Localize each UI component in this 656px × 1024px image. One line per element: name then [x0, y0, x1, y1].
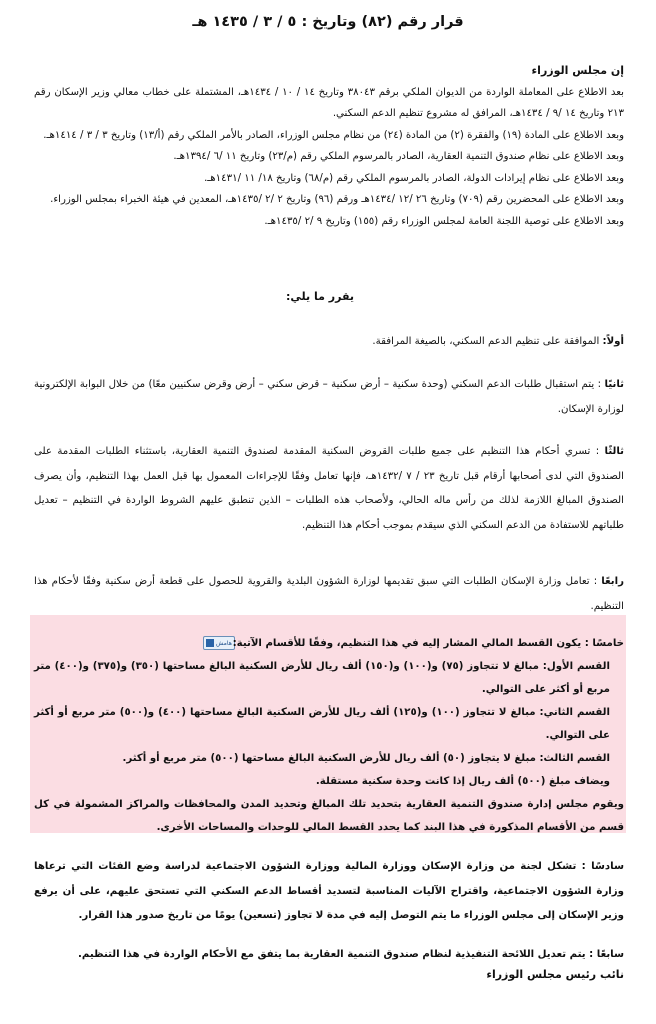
margin-note-label: هامش — [216, 639, 232, 647]
preamble-line-1: بعد الاطلاع على المعاملة الواردة من الديوان الملكي برقم ٣٨٠٤٣ وتاريخ ١٤ / ١٠ / ١٤٣٤هـ، المشتملة على خطاب معالي وزير الإسكان رقم ٢١٣ وتاريخ ١٤ /٩ / ١٤٣٤هـ، المرافق له مشروع تنظيم الدعم السكني. — [34, 86, 624, 119]
section-sixth-text: : تشكل لجنة من وزارة الإسكان ووزارة المالية ووزارة الشؤون الاجتماعية لدراسة وضع الفئات التي ترعاها وزارة الشؤون الاجتماعية، واقتراح الآليات المناسبة لتسديد أقساط الدعم السكني التي تستحق عليهم، على أن يرفع وزير الإسكان إلى مجلس الوزراء ما يتم التوصل إليه في مدة لا تجاوز (تسعين) يومًا من تاريخ صدور هذا القرار. — [34, 861, 624, 921]
section-fifth-board: ويقوم مجلس إدارة صندوق التنمية العقارية بتحديد تلك المبالغ وتحديد المدن والمحافظات والمراكز المشمولة في كل قسم من الأقسام المذكورة في هذا البند كما يحدد القسط المالي للوحدات والمساحات الأخرى. — [34, 799, 624, 833]
signature: نائب رئيس مجلس الوزراء — [486, 968, 624, 981]
section-seventh-text: : يتم تعديل اللائحة التنفيذية لنظام صندوق التنمية العقارية بما يتفق مع الأحكام الواردة في هذا التنظيم. — [78, 949, 597, 960]
preamble-line-6: وبعد الاطلاع على توصية اللجنة العامة لمجلس الوزراء رقم (١٥٥) وتاريخ ٩ /٢ /١٤٣٥هـ. — [264, 215, 624, 227]
section-fifth-lead: خامسًا — [592, 638, 624, 649]
section-third — [34, 440, 624, 538]
section-fifth-add: ويضاف مبلغ (٥٠٠) ألف ريال إذا كانت وحدة سكنية مستقلة. — [315, 776, 610, 787]
section-second — [34, 373, 624, 422]
preamble-line-3: وبعد الاطلاع على نظام صندوق التنمية العقارية، الصادر بالمرسوم الملكي رقم (م/٢٣) وتاريخ ١١ /٦ /١٣٩٤هـ. — [173, 151, 624, 162]
section-fifth-item-1: القسم الأول: مبالغ لا تتجاوز (٧٥) و(١٠٠) و(١٥٠) ألف ريال للأرض السكنية البالغ مساحتها (٣٥٠) و(٣٧٥) و(٤٠٠) متر مربع أو أكثر على التوالي. — [34, 661, 610, 695]
section-first — [34, 330, 624, 355]
section-fifth-item-3: القسم الثالث: مبلغ لا يتجاوز (٥٠) ألف ريال للأرض السكنية البالغ مساحتها (٥٠٠) متر مربع أو أكثر. — [122, 753, 610, 764]
document-title: قرار رقم (٨٢) وتاريخ : ٥ / ٣ / ١٤٣٥ هـ — [192, 14, 464, 30]
section-fourth-text: : تعامل وزارة الإسكان الطلبات التي سبق تقديمها لوزارة الشؤون البلدية والقروية للحصول على قطعة أرض سكنية وفقًا لأحكام هذا التنظيم. — [34, 576, 624, 612]
section-third-text: : تسري أحكام هذا التنظيم على جميع طلبات القروض السكنية المقدمة لصندوق التنمية العقارية، باستثناء الطلبات المقدمة على الصندوق التي لدى أصحابها أرقام قبل تاريخ ٢٣ / ٧ /١٤٣٢هـ، فإنها تعامل وفقًا للإجراءات المعمول بها قبل العمل بهذا التنظيم، وأن يصرف الصندوق المبالغ اللازمة لذلك من رأس ماله الحالي، ولأصحاب هذه الطلبات – الذين تنطبق عليهم الشروط الواردة في التنظيم – تعديل طلباتهم للاستفادة من الدعم السكني الذي سيقدم بموجب أحكام هذا التنظيم. — [34, 446, 624, 531]
decides-heading: يقرر ما يلي: — [286, 290, 354, 303]
preamble-line-2: وبعد الاطلاع على المادة (١٩) والفقرة (٢) من المادة (٢٤) من نظام مجلس الوزراء، الصادر بالأمر الملكي رقم (أ/١٣) وتاريخ ٣ / ٣ / ١٤١٤هـ. — [43, 129, 624, 141]
section-second-text: : يتم استقبال طلبات الدعم السكني (وحدة سكنية – أرض سكنية – قرض سكني – أرض وقرض سكنيين معًا) من خلال البوابة الإلكترونية لوزارة الإسكان. — [34, 379, 624, 415]
section-second-lead: ثانيًا — [604, 379, 624, 390]
section-sixth-lead: سادسًا — [591, 861, 624, 872]
preamble — [34, 60, 624, 232]
section-fourth — [34, 570, 624, 619]
section-first-lead: أولاً: — [602, 336, 624, 347]
section-fifth — [34, 632, 624, 839]
preamble-heading: إن مجلس الوزراء — [531, 64, 624, 77]
section-seventh — [34, 943, 624, 968]
preamble-line-4: وبعد الاطلاع على نظام إيرادات الدولة، الصادر بالمرسوم الملكي رقم (م/٦٨) وتاريخ ١٨/ ١١ /١٤٣١هـ. — [204, 172, 624, 184]
section-sixth — [34, 855, 624, 929]
section-seventh-lead: سابعًا — [596, 949, 624, 960]
section-first-text: الموافقة على تنظيم الدعم السكني، بالصيغة المرافقة. — [372, 336, 603, 347]
section-third-lead: ثالثًا — [604, 446, 624, 457]
preamble-line-5: وبعد الاطلاع على المحضرين رقم (٧٠٩) وتاريخ ٢٦ /١٢ /١٤٣٤هـ ورقم (٩٦) وتاريخ ٢ /٢ /١٤٣٥هـ، المعدين في هيئة الخبراء بمجلس الوزراء. — [50, 194, 624, 205]
section-fifth-text: : يكون القسط المالي المشار إليه في هذا التنظيم، وفقًا للأقسام الآتية: — [232, 638, 593, 649]
section-fifth-item-2: القسم الثاني: مبالغ لا تتجاوز (١٠٠) و(١٢٥) ألف ريال للأرض السكنية البالغ مساحتها (٤٠٠) و(٥٠٠) متر مربع أو أكثر على التوالي. — [34, 707, 610, 741]
section-fourth-lead: رابعًا — [601, 576, 624, 587]
